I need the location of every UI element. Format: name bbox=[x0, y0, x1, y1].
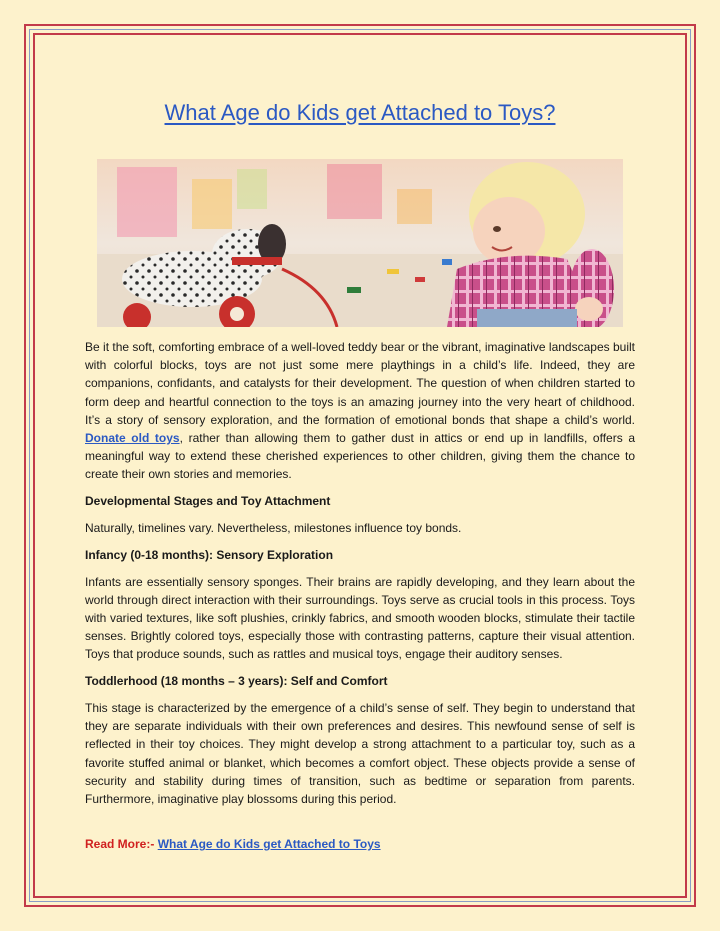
developmental-stages-text: Naturally, timelines vary. Nevertheless, milestones influence toy bonds. bbox=[85, 521, 462, 536]
donate-old-toys-link[interactable]: Donate old toys bbox=[85, 431, 180, 446]
intro-text-after: , rather than allowing them to gather dust in attics or end up in landfills, offers a meaningful way to extend these cherished experiences to other children, giving them the chance to create their own stories and memories. bbox=[85, 431, 635, 482]
child-with-toy-photo bbox=[97, 159, 623, 327]
read-more-link[interactable]: What Age do Kids get Attached to Toys bbox=[157, 837, 381, 852]
infancy-text: Infants are essentially sensory sponges. Their brains are rapidly developing, and they learn about the world through direct interaction with their surroundings. Toys serve as crucial tools in this process. Toys with varied textures, like soft plushies, crinkly fabrics, and smooth wooden blocks, stimulate their tactile senses. Brightly colored toys, especially those with contrasting patterns, capture their visual attention. Toys that produce sounds, such as rattles and musical toys, engage their auditory senses. bbox=[85, 574, 635, 662]
read-more-label: Read More:- bbox=[85, 837, 158, 852]
page-title[interactable]: What Age do Kids get Attached to Toys? bbox=[164, 100, 556, 125]
read-more-line bbox=[85, 835, 635, 853]
infancy-heading: Infancy (0-18 months): Sensory Exploration bbox=[85, 547, 334, 562]
intro-paragraph bbox=[85, 338, 635, 484]
toddlerhood-heading: Toddlerhood (18 months – 3 years): Self and Comfort bbox=[85, 674, 388, 689]
intro-text-before: Be it the soft, comforting embrace of a well-loved teddy bear or the vibrant, imaginative landscapes built with colorful blocks, toys are not just some mere playthings in a child’s life. Indeed, they are companions, confidants, and catalysts for their development. The question of when children started to form deep and heartful connection to the toys is an amazing journey into the very heart of childhood. It’s a story of sensory exploration, and the formation of emotional bonds that shape a child’s world. bbox=[85, 340, 635, 427]
developmental-stages-heading: Developmental Stages and Toy Attachment bbox=[85, 494, 331, 509]
article-body bbox=[85, 338, 635, 862]
toddlerhood-text: This stage is characterized by the emergence of a child’s sense of self. They begin to understand that they are separate individuals with their own preferences and desires. This newfound sense of self is reflected in their toy choices. They might develop a strong attachment to a particular toy, such as a favorite stuffed animal or blanket, which becomes a comfort object. These objects provide a sense of security and stability during times of transition, such as bedtime or separation from parents. Furthermore, imaginative play blossoms during this period. bbox=[85, 701, 635, 807]
